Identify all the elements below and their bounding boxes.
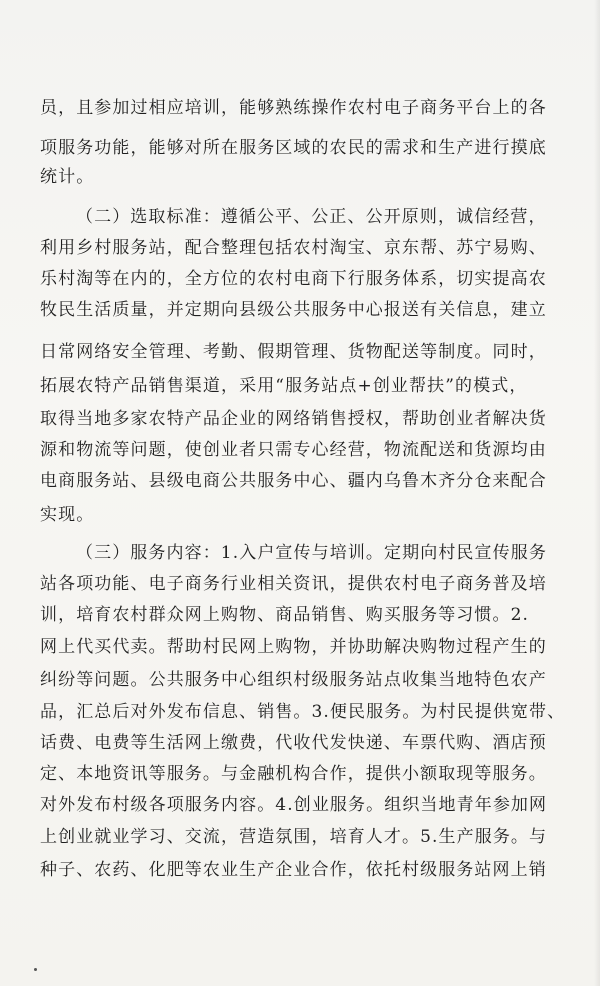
text-line: 源和物流等问题，使创业者只需专心经营，物流配送和货源均由 [40, 440, 547, 460]
page-edge-shadow [594, 0, 600, 986]
section-2-heading-line: （二）选取标准：遵循公平、公正、公开原则，诚信经营， [76, 207, 547, 227]
text-line: 网上代买代卖。帮助村民网上购物，并协助解决购物过程产生的 [40, 637, 547, 657]
text-line: 上创业就业学习、交流，营造氛围，培育人才。5.生产服务。与 [40, 827, 548, 847]
text-line: 训，培育农村群众网上购物、商品销售、购买服务等习惯。2. [40, 605, 530, 625]
text-line: 取得当地多家农特产品企业的网络销售授权，帮助创业者解决货 [40, 409, 547, 429]
text-line: 话费、电费等生活网上缴费，代收代发快递、车票代购、酒店预 [40, 733, 547, 753]
text-line: 项服务功能，能够对所在服务区域的农民的需求和生产进行摸底 [40, 138, 547, 158]
text-line: 牧民生活质量，并定期向县级公共服务中心报送有关信息，建立 [40, 300, 547, 320]
section-3-heading-line: （三）服务内容：1.入户宣传与培训。定期向村民宣传服务 [76, 543, 547, 563]
text-line: 对外发布村级各项服务内容。4.创业服务。组织当地青年参加网 [40, 795, 548, 815]
text-line: 统计。 [40, 167, 95, 187]
text-line: 定、本地资讯等服务。与金融机构合作，提供小额取现等服务。 [40, 764, 547, 784]
text-line: 利用乡村服务站，配合整理包括农村淘宝、京东帮、苏宁易购、 [40, 238, 547, 258]
text-line: 日常网络安全管理、考勤、假期管理、货物配送等制度。同时， [40, 342, 547, 362]
text-line: 种子、农药、化肥等农业生产企业合作，依托村级服务站网上销 [40, 860, 547, 880]
text-line: 拓展农特产品销售渠道，采用“服务站点+创业帮扶”的模式， [40, 376, 528, 396]
text-line: 纠纷等问题。公共服务中心组织村级服务站点收集当地特色农产 [40, 670, 547, 690]
text-line: 电商服务站、县级电商公共服务中心、疆内乌鲁木齐分仓来配合 [40, 471, 547, 491]
scan-speck [34, 968, 37, 971]
text-line: 站各项功能、电子商务行业相关资讯，提供农村电子商务普及培 [40, 574, 547, 594]
text-line: 员，且参加过相应培训，能够熟练操作农村电子商务平台上的各 [40, 98, 547, 118]
text-line: 实现。 [40, 505, 95, 525]
text-line: 乐村淘等在内的，全方位的农村电商下行服务体系，切实提高农 [40, 269, 547, 289]
text-line: 品，汇总后对外发布信息、销售。3.便民服务。为村民提供宽带、 [40, 702, 566, 722]
